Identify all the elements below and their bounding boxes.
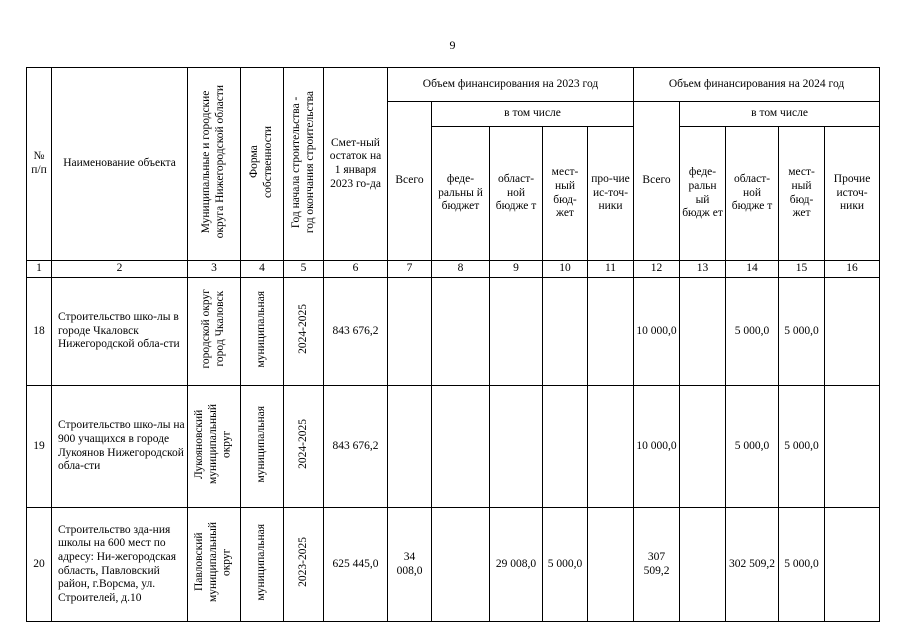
column-number: 9	[490, 261, 543, 278]
local-2024-cell: 5 000,0	[779, 386, 825, 508]
other-2024-cell	[825, 508, 880, 622]
municipality-line: округ	[220, 430, 233, 458]
years-cell	[284, 386, 324, 508]
header-other-2024: Прочие источ-ники	[825, 127, 880, 261]
remaining-cell: 843 676,2	[324, 386, 388, 508]
object-name: Строительство шко-лы в городе Чкаловск Нижегородской обла-сти	[52, 278, 188, 386]
municipality-line: муниципальный	[207, 404, 220, 485]
header-regional-2023: област-ной бюдже т	[490, 127, 543, 261]
object-name: Строительство зда-ния школы на 600 мест по адресу: Ни-жегородская область, Павловский район, г.Ворсма, ул. Строителей, д.10	[52, 508, 188, 622]
header-local-2023: мест-ный бюд-жет	[543, 127, 588, 261]
regional-2024-cell: 302 509,2	[726, 508, 779, 622]
municipality-line: муниципальный	[207, 522, 220, 603]
row-number: 19	[27, 386, 52, 508]
total-2023-cell	[388, 386, 432, 508]
federal-2024-cell	[680, 508, 726, 622]
header-municipality-line2: округа Нижегородской области	[214, 85, 226, 239]
remaining-cell: 625 445,0	[324, 508, 388, 622]
other-2024-cell	[825, 278, 880, 386]
object-name: Строительство шко-лы на 900 учащихся в городе Лукоянов Нижегородской обла-сти	[52, 386, 188, 508]
ownership-text: муниципальная	[255, 523, 268, 601]
federal-2024-cell	[680, 278, 726, 386]
years-text: 2024-2025	[296, 419, 309, 470]
municipality-line: город Чкаловск	[214, 291, 226, 368]
local-2023-cell	[543, 278, 588, 386]
ownership-cell	[241, 278, 284, 386]
municipality-line: округ	[220, 548, 233, 576]
column-number: 6	[324, 261, 388, 278]
header-federal-2023: феде-ральны й бюджет	[432, 127, 490, 261]
header-municipality-line1: Муниципальные и городские	[200, 90, 213, 234]
column-number: 15	[779, 261, 825, 278]
header-name: Наименование объекта	[52, 68, 188, 261]
table-row	[27, 508, 880, 622]
federal-2023-cell	[432, 508, 490, 622]
column-number: 8	[432, 261, 490, 278]
column-number: 10	[543, 261, 588, 278]
municipality-line: городской округ	[200, 289, 213, 369]
column-number: 13	[680, 261, 726, 278]
other-2023-cell	[588, 278, 634, 386]
years-cell	[284, 278, 324, 386]
total-2024-cell: 10 000,0	[634, 386, 680, 508]
header-including-2024: в том числе	[680, 102, 880, 127]
header-regional-2024: област-ной бюдже т	[726, 127, 779, 261]
other-2023-cell	[588, 386, 634, 508]
header-other-2023: про-чие ис-точ-ники	[588, 127, 634, 261]
row-number: 20	[27, 508, 52, 622]
federal-2023-cell	[432, 278, 490, 386]
header-local-2024: мест-ный бюд-жет	[779, 127, 825, 261]
municipality-cell	[188, 278, 241, 386]
table-row	[27, 278, 880, 386]
ownership-text: муниципальная	[255, 405, 268, 483]
total-2024-cell: 10 000,0	[634, 278, 680, 386]
total-2023-cell	[388, 278, 432, 386]
header-num: № п/п	[27, 68, 52, 261]
regional-2023-cell	[490, 278, 543, 386]
local-2023-cell: 5 000,0	[543, 508, 588, 622]
federal-2024-cell	[680, 386, 726, 508]
header-remaining: Смет-ный остаток на 1 января 2023 го-да	[324, 68, 388, 261]
years-text: 2024-2025	[296, 304, 309, 355]
regional-2023-cell	[490, 386, 543, 508]
ownership-cell	[241, 508, 284, 622]
header-federal-2024: феде-ральн ый бюдж ет	[680, 127, 726, 261]
regional-2024-cell: 5 000,0	[726, 278, 779, 386]
column-number: 4	[241, 261, 284, 278]
column-number: 7	[388, 261, 432, 278]
page-number: 9	[449, 38, 456, 52]
other-2024-cell	[825, 386, 880, 508]
column-number: 3	[188, 261, 241, 278]
header-including-2023: в том числе	[432, 102, 634, 127]
column-number: 1	[27, 261, 52, 278]
header-ownership-line2: собственности	[262, 125, 274, 198]
local-2023-cell	[543, 386, 588, 508]
regional-2023-cell: 29 008,0	[490, 508, 543, 622]
header-fin-2023: Объем финансирования на 2023 год	[388, 68, 634, 102]
header-ownership-line1: Форма	[248, 145, 261, 179]
municipality-line: Лукояновский	[193, 409, 206, 479]
column-number: 16	[825, 261, 880, 278]
header-total-2023: Всего	[388, 102, 432, 261]
column-number: 14	[726, 261, 779, 278]
row-number: 18	[27, 278, 52, 386]
total-2023-cell: 34 008,0	[388, 508, 432, 622]
local-2024-cell: 5 000,0	[779, 508, 825, 622]
header-years	[284, 68, 324, 261]
column-number: 2	[52, 261, 188, 278]
header-total-2024: Всего	[634, 102, 680, 261]
remaining-cell: 843 676,2	[324, 278, 388, 386]
financing-table	[26, 67, 880, 622]
header-municipality	[188, 68, 241, 261]
header-fin-2024: Объем финансирования на 2024 год	[634, 68, 880, 102]
header-years-line1: Год начала строительства -	[289, 95, 302, 228]
local-2024-cell: 5 000,0	[779, 278, 825, 386]
ownership-cell	[241, 386, 284, 508]
column-number: 12	[634, 261, 680, 278]
years-cell	[284, 508, 324, 622]
table-row	[27, 386, 880, 508]
total-2024-cell: 307 509,2	[634, 508, 680, 622]
column-number: 5	[284, 261, 324, 278]
header-ownership	[241, 68, 284, 261]
municipality-cell	[188, 386, 241, 508]
federal-2023-cell	[432, 386, 490, 508]
header-years-line2: год окончания строительства	[303, 90, 316, 233]
municipality-line: Павловский	[193, 532, 206, 592]
years-text: 2023-2025	[296, 537, 309, 588]
other-2023-cell	[588, 508, 634, 622]
header-row-1	[27, 68, 880, 102]
municipality-cell	[188, 508, 241, 622]
column-numbers-row	[27, 261, 880, 278]
regional-2024-cell: 5 000,0	[726, 386, 779, 508]
ownership-text: муниципальная	[255, 290, 268, 368]
column-number: 11	[588, 261, 634, 278]
